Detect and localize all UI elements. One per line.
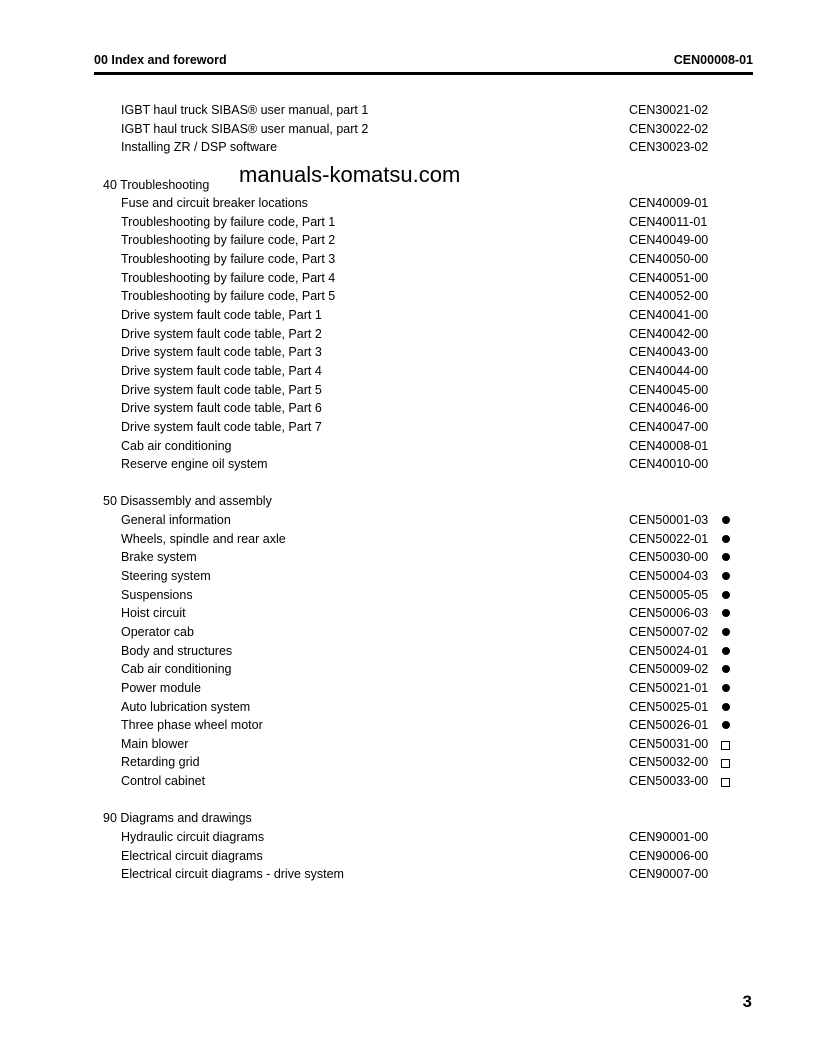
entry-title: Troubleshooting by failure code, Part 2 — [121, 233, 336, 248]
entry-title: Installing ZR / DSP software — [121, 140, 278, 155]
section-title: 40 Troubleshooting — [103, 177, 210, 192]
entry-code: CEN40047-00 — [629, 419, 709, 434]
toc-entry — [0, 567, 816, 586]
entry-code: CEN90001-00 — [629, 829, 709, 844]
entry-code: CEN50033-00 — [629, 774, 709, 789]
watermark: manuals-komatsu.com — [239, 162, 461, 187]
entry-code: CEN50021-01 — [629, 680, 709, 695]
spacer — [0, 791, 816, 810]
entry-title: Body and structures — [121, 643, 233, 658]
entry-code: CEN50031-00 — [629, 736, 709, 751]
entry-title: Cab air conditioning — [121, 662, 232, 677]
entry-title: Steering system — [121, 569, 211, 584]
entry-code: CEN40011-01 — [629, 214, 708, 229]
toc-entry — [0, 213, 816, 232]
table-of-contents — [0, 101, 816, 884]
entry-code: CEN40009-01 — [629, 196, 709, 211]
toc-entry — [0, 847, 816, 866]
entry-code: CEN40049-00 — [629, 233, 709, 248]
entry-title: Electrical circuit diagrams - drive system — [121, 867, 344, 882]
entry-code: CEN40051-00 — [629, 270, 709, 285]
entry-title: Drive system fault code table, Part 1 — [121, 308, 322, 323]
entry-title: Main blower — [121, 736, 189, 751]
toc-entry — [0, 586, 816, 605]
toc-entry — [0, 735, 816, 754]
toc-entry — [0, 120, 816, 139]
entry-title: Control cabinet — [121, 774, 206, 789]
toc-entry — [0, 604, 816, 623]
entry-code: CEN90006-00 — [629, 848, 709, 863]
toc-entry — [0, 548, 816, 567]
filled-circle-icon — [722, 535, 730, 543]
toc-section-heading — [0, 809, 816, 828]
toc-entry — [0, 772, 816, 791]
entry-title: Retarding grid — [121, 755, 200, 770]
toc-entry — [0, 437, 816, 456]
toc-section-heading — [0, 492, 816, 511]
entry-code: CEN50005-05 — [629, 587, 709, 602]
entry-code: CEN50001-03 — [629, 513, 709, 528]
entry-code: CEN30022-02 — [629, 121, 709, 136]
entry-code: CEN50006-03 — [629, 606, 709, 621]
section-title: 90 Diagrams and drawings — [103, 811, 252, 826]
entry-code: CEN50009-02 — [629, 662, 709, 677]
entry-code: CEN50026-01 — [629, 718, 709, 733]
filled-circle-icon — [722, 703, 730, 711]
entry-code: CEN40010-00 — [629, 457, 709, 472]
filled-circle-icon — [722, 721, 730, 729]
entry-title: Troubleshooting by failure code, Part 5 — [121, 289, 336, 304]
entry-title: Brake system — [121, 550, 197, 565]
entry-code: CEN50032-00 — [629, 755, 709, 770]
entry-code: CEN50024-01 — [629, 643, 709, 658]
entry-code: CEN30023-02 — [629, 140, 709, 155]
entry-title: Power module — [121, 680, 201, 695]
entry-title: General information — [121, 513, 231, 528]
entry-code: CEN40052-00 — [629, 289, 709, 304]
toc-entry — [0, 455, 816, 474]
toc-entry — [0, 623, 816, 642]
section-title: 50 Disassembly and assembly — [103, 494, 272, 509]
open-square-icon — [721, 759, 730, 768]
entry-title: Wheels, spindle and rear axle — [121, 531, 286, 546]
entry-title: Hoist circuit — [121, 606, 186, 621]
entry-code: CEN40041-00 — [629, 308, 709, 323]
entry-title: Three phase wheel motor — [121, 718, 263, 733]
header-rule — [94, 72, 753, 75]
entry-code: CEN30021-02 — [629, 103, 709, 117]
header-doc-code: CEN00008-01 — [673, 53, 753, 67]
toc-entry — [0, 530, 816, 549]
entry-code: CEN40043-00 — [629, 345, 709, 360]
entry-code: CEN40045-00 — [629, 382, 709, 397]
filled-circle-icon — [722, 609, 730, 617]
toc-entry — [0, 269, 816, 288]
spacer — [0, 474, 816, 493]
entry-title: Drive system fault code table, Part 4 — [121, 363, 322, 378]
entry-title: Troubleshooting by failure code, Part 1 — [121, 214, 336, 229]
entry-code: CEN50004-03 — [629, 569, 709, 584]
entry-title: Cab air conditioning — [121, 438, 232, 453]
entry-title: IGBT haul truck SIBAS® user manual, part 2 — [121, 121, 369, 136]
toc-entry — [0, 511, 816, 530]
entry-title: Troubleshooting by failure code, Part 3 — [121, 252, 336, 267]
toc-entry — [0, 194, 816, 213]
entry-title: Reserve engine oil system — [121, 457, 268, 472]
filled-circle-icon — [722, 591, 730, 599]
entry-code: CEN40050-00 — [629, 252, 709, 267]
filled-circle-icon — [722, 684, 730, 692]
filled-circle-icon — [722, 647, 730, 655]
toc-entry — [0, 250, 816, 269]
toc-entry — [0, 698, 816, 717]
entry-code: CEN40042-00 — [629, 326, 709, 341]
toc-entry — [0, 660, 816, 679]
toc-entry — [0, 753, 816, 772]
toc-entry — [0, 231, 816, 250]
entry-title: Auto lubrication system — [121, 699, 251, 714]
toc-entry — [0, 325, 816, 344]
filled-circle-icon — [722, 665, 730, 673]
filled-circle-icon — [722, 628, 730, 636]
filled-circle-icon — [722, 553, 730, 561]
toc-entry — [0, 418, 816, 437]
entry-code: CEN50025-01 — [629, 699, 709, 714]
entry-code: CEN50022-01 — [629, 531, 709, 546]
entry-title: Operator cab — [121, 624, 194, 639]
toc-entry — [0, 362, 816, 381]
open-square-icon — [721, 741, 730, 750]
toc-entry — [0, 716, 816, 735]
page-number: 3 — [742, 992, 752, 1011]
entry-title: Hydraulic circuit diagrams — [121, 829, 265, 844]
entry-code: CEN90007-00 — [629, 867, 709, 882]
entry-title: Troubleshooting by failure code, Part 4 — [121, 270, 336, 285]
entry-title: Electrical circuit diagrams — [121, 848, 263, 863]
open-square-icon — [721, 778, 730, 787]
entry-code: CEN50030-00 — [629, 550, 709, 565]
entry-code: CEN40044-00 — [629, 363, 709, 378]
entry-code: CEN50007-02 — [629, 624, 709, 639]
entry-title: Drive system fault code table, Part 7 — [121, 419, 322, 434]
filled-circle-icon — [722, 516, 730, 524]
toc-entry — [0, 343, 816, 362]
entry-title: Drive system fault code table, Part 5 — [121, 382, 322, 397]
entry-code: CEN40046-00 — [629, 401, 709, 416]
entry-code: CEN40008-01 — [629, 438, 709, 453]
toc-entry — [0, 865, 816, 884]
toc-entry — [0, 381, 816, 400]
toc-entry — [0, 138, 816, 157]
entry-title: Suspensions — [121, 587, 193, 602]
entry-title: IGBT haul truck SIBAS® user manual, part 1 — [121, 103, 369, 117]
entry-title: Fuse and circuit breaker locations — [121, 196, 308, 211]
toc-entry — [0, 101, 816, 120]
filled-circle-icon — [722, 572, 730, 580]
entry-title: Drive system fault code table, Part 3 — [121, 345, 322, 360]
entry-title: Drive system fault code table, Part 2 — [121, 326, 322, 341]
toc-entry — [0, 399, 816, 418]
entry-title: Drive system fault code table, Part 6 — [121, 401, 322, 416]
toc-entry — [0, 642, 816, 661]
header-section-title: 00 Index and foreword — [94, 53, 227, 67]
toc-entry — [0, 828, 816, 847]
toc-entry — [0, 306, 816, 325]
toc-entry — [0, 287, 816, 306]
toc-entry — [0, 679, 816, 698]
